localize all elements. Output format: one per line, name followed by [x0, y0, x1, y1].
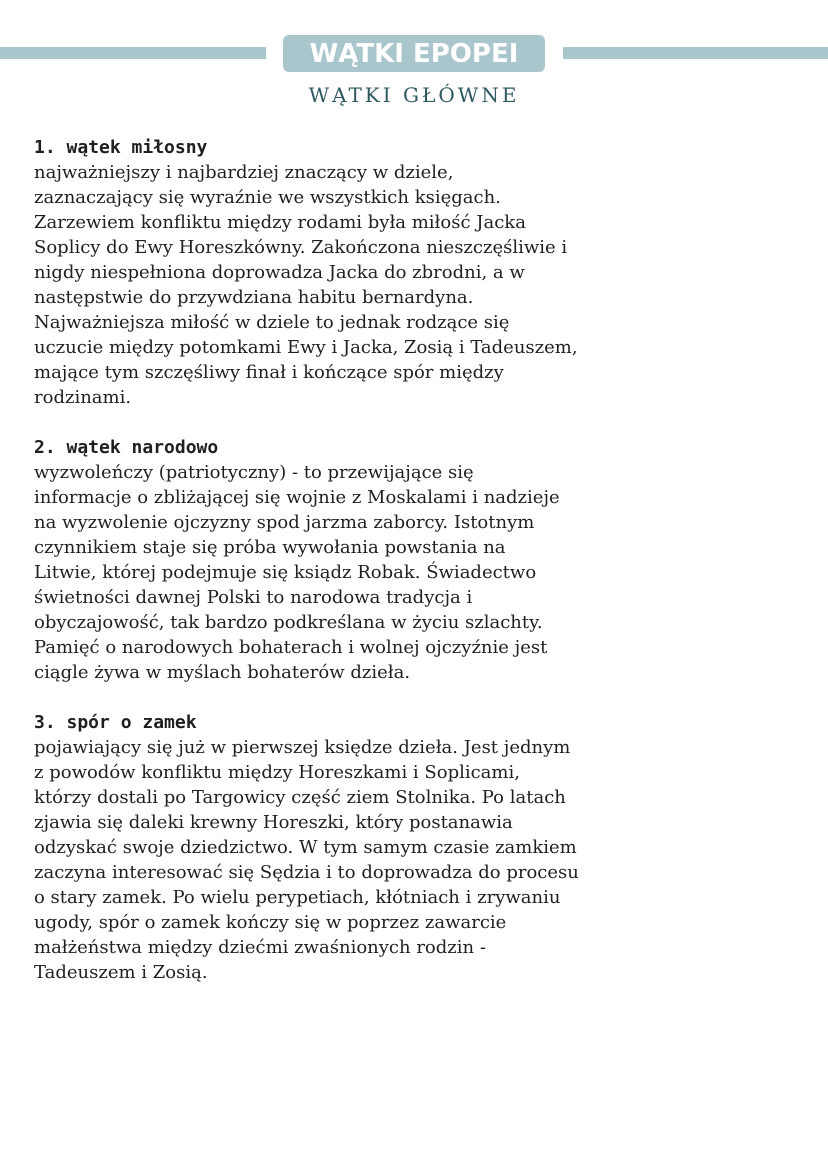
section-heading: 1. wątek miłosny	[34, 137, 208, 158]
text-line: Tadeuszem i Zosią.	[34, 962, 208, 983]
page-title: WĄTKI EPOPEI	[309, 38, 519, 69]
page-subtitle: WĄTKI GŁÓWNE	[308, 83, 520, 107]
text-line: Najważniejsza miłość w dziele to jednak rodzące się	[34, 312, 510, 333]
text-line: wyzwoleńczy (patriotyczny) - to przewijające się	[34, 462, 474, 483]
text-line: świetności dawnej Polski to narodowa tradycja i	[34, 587, 473, 608]
header-rule-left	[0, 47, 266, 59]
section-castle-dispute	[34, 710, 824, 985]
text-line: uczucie między potomkami Ewy i Jacka, Zosią i Tadeuszem,	[34, 337, 578, 358]
text-line: nigdy niespełniona doprowadza Jacka do zbrodni, a w	[34, 262, 525, 283]
text-line: na wyzwolenie ojczyzny spod jarzma zaborcy. Istotnym	[34, 512, 535, 533]
section-heading: 2. wątek narodowo	[34, 437, 219, 458]
text-line: najważniejszy i najbardziej znaczący w dziele,	[34, 162, 454, 183]
section-love-plot	[34, 135, 824, 410]
text-line: Litwie, której podejmuje się ksiądz Robak. Świadectwo	[34, 562, 537, 583]
text-line: zaznaczający się wyraźnie we wszystkich księgach.	[34, 187, 501, 208]
text-line: obyczajowość, tak bardzo podkreślana w życiu szlachty.	[34, 612, 543, 633]
text-line: z powodów konfliktu między Horeszkami i Soplicami,	[34, 762, 520, 783]
section-heading: 3. spór o zamek	[34, 712, 197, 733]
text-line: mające tym szczęśliwy finał i kończące spór między	[34, 362, 504, 383]
text-line: zaczyna interesować się Sędzia i to doprowadza do procesu	[34, 862, 579, 883]
title-badge	[283, 35, 545, 72]
text-line: ugody, spór o zamek kończy się w poprzez zawarcie	[34, 912, 507, 933]
text-line: którzy dostali po Targowicy część ziem Stolnika. Po latach	[34, 787, 566, 808]
text-line: ciągle żywa w myślach bohaterów dzieła.	[34, 662, 411, 683]
text-line: Zarzewiem konfliktu między rodami była miłość Jacka	[34, 212, 526, 233]
text-line: rodzinami.	[34, 387, 132, 408]
document-body	[34, 135, 824, 1010]
header-rule-right	[563, 47, 828, 59]
text-line: czynnikiem staje się próba wywołania powstania na	[34, 537, 506, 558]
text-line: o stary zamek. Po wielu perypetiach, kłótniach i zrywaniu	[34, 887, 561, 908]
text-line: małżeństwa między dziećmi zwaśnionych rodzin -	[34, 937, 486, 958]
text-line: następstwie do przywdziana habitu bernardyna.	[34, 287, 474, 308]
text-line: zjawia się daleki krewny Horeszki, który postanawia	[34, 812, 513, 833]
text-line: Pamięć o narodowych bohaterach i wolnej ojczyźnie jest	[34, 637, 548, 658]
text-line: pojawiający się już w pierwszej księdze dzieła. Jest jednym	[34, 737, 571, 758]
text-line: Soplicy do Ewy Horeszkówny. Zakończona nieszczęśliwie i	[34, 237, 568, 258]
section-national-plot	[34, 435, 824, 685]
text-line: informacje o zbliżającej się wojnie z Moskalami i nadzieje	[34, 487, 560, 508]
text-line: odzyskać swoje dziedzictwo. W tym samym czasie zamkiem	[34, 837, 577, 858]
